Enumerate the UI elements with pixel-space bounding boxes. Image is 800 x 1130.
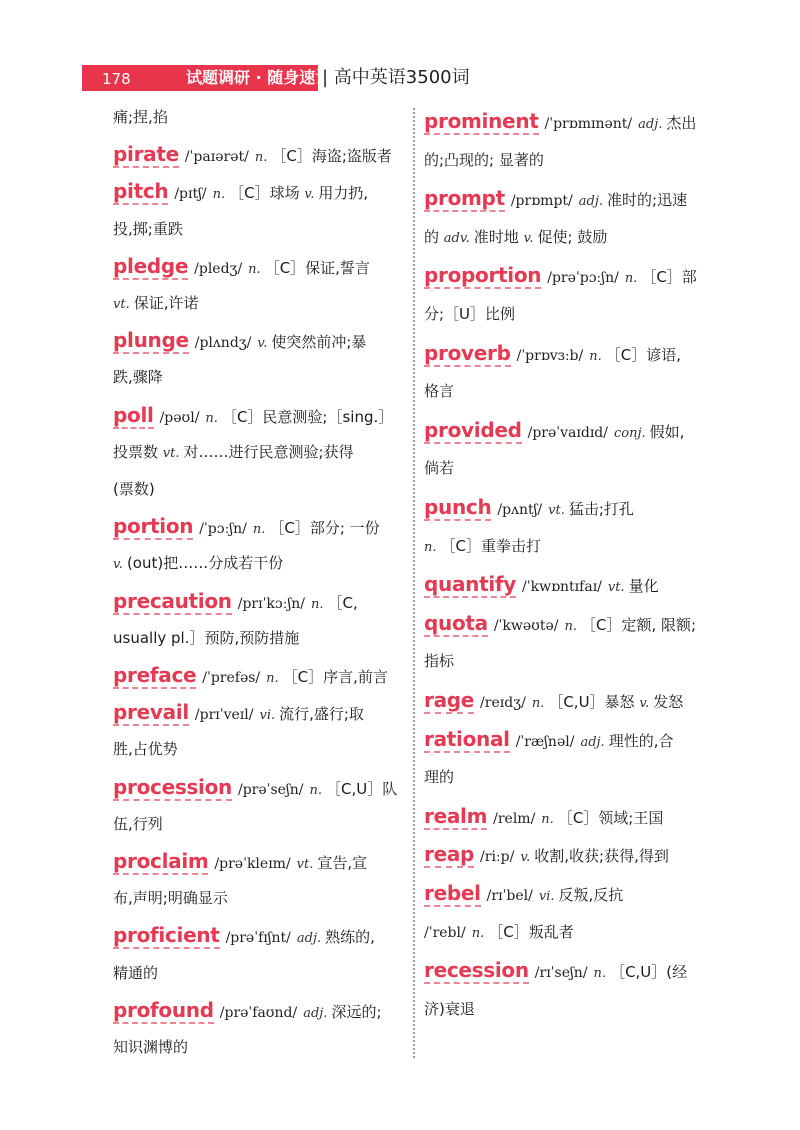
part-of-speech: n. xyxy=(205,410,218,426)
entry-line xyxy=(424,336,681,370)
definition: 指标 xyxy=(424,652,455,671)
entry-line xyxy=(424,181,687,215)
headword: quantify xyxy=(424,572,517,597)
entry-line xyxy=(113,956,158,990)
definition: 使突然前冲;暴 xyxy=(271,333,367,352)
entry-line xyxy=(424,837,669,871)
definition: ［C］部分; 一份 xyxy=(269,519,380,538)
part-of-speech: adj. xyxy=(580,734,605,750)
entry-line xyxy=(424,490,634,524)
part-of-speech: n. xyxy=(531,696,545,711)
headword: rebel xyxy=(424,881,481,905)
definition: 伍,行列 xyxy=(113,814,163,833)
part-of-speech: n. xyxy=(624,271,638,287)
entry-line xyxy=(113,1030,188,1064)
entry-line xyxy=(113,621,299,655)
entry-line xyxy=(424,606,696,640)
part-of-speech: vi. xyxy=(538,889,555,904)
definition: 流行,盛行;取 xyxy=(279,705,364,724)
entry-line xyxy=(113,584,358,618)
definition: usually pl.］预防,预防措施 xyxy=(113,628,300,647)
part-of-speech: n. xyxy=(541,811,554,827)
part-of-speech: v. xyxy=(257,336,268,352)
part-of-speech: adj. xyxy=(296,931,322,947)
entry-line xyxy=(113,695,364,729)
phonetic: /prɪˈkɔːʃn/ xyxy=(237,595,306,612)
phonetic: /pəʊl/ xyxy=(159,409,200,426)
part-of-speech: v. xyxy=(304,187,315,203)
headword: quota xyxy=(424,610,488,635)
entry-line xyxy=(113,435,354,469)
definition: ［C］球场 xyxy=(229,184,305,203)
phonetic: /pɪtʃ/ xyxy=(174,186,207,203)
headword: reap xyxy=(424,842,475,867)
entry-line xyxy=(113,770,397,804)
entry-line xyxy=(113,546,283,580)
definition: 杰出 xyxy=(666,114,697,132)
part-of-speech: v. xyxy=(639,696,650,711)
phonetic: /relm/ xyxy=(493,810,536,827)
definition: 痛;捏,掐 xyxy=(113,108,168,126)
definition: ［C］序言,前言 xyxy=(282,668,388,686)
part-of-speech: vt. xyxy=(113,297,130,312)
definition: ［C,U］暴怒 xyxy=(548,693,640,711)
phonetic: /rɪˈseʃn/ xyxy=(534,965,588,982)
headword: rational xyxy=(424,726,510,751)
definition: ［C］部 xyxy=(641,268,697,287)
definition: 宣告,宣 xyxy=(317,854,368,872)
headword: recession xyxy=(424,958,529,983)
definition: 济)衰退 xyxy=(424,999,475,1018)
definition: (票数) xyxy=(113,480,155,498)
page-header xyxy=(82,63,522,93)
phonetic: /pʌntʃ/ xyxy=(497,502,543,518)
entry-line xyxy=(113,286,198,320)
phonetic: /pledʒ/ xyxy=(194,260,243,277)
phonetic: /prəˈseʃn/ xyxy=(237,781,304,798)
definition: 理的 xyxy=(424,768,455,787)
phonetic: /reɪdʒ/ xyxy=(480,695,526,711)
entry-line xyxy=(113,174,368,208)
definition: 准时地 xyxy=(473,227,524,246)
definition: 深远的; xyxy=(331,1002,382,1021)
definition: 保证,许诺 xyxy=(133,294,199,312)
definition: 的;凸现的; 显著的 xyxy=(424,150,544,169)
part-of-speech: vt. xyxy=(607,580,625,596)
headword: prominent xyxy=(424,109,539,133)
entry-line xyxy=(113,323,366,357)
definition: ［C］海盗;盗版者 xyxy=(271,147,392,166)
definition: ［C, xyxy=(327,593,358,612)
phonetic: /prəˈkleɪm/ xyxy=(214,856,291,872)
definition: 发怒 xyxy=(653,693,684,711)
entry-line xyxy=(113,658,388,692)
phonetic: /ˈprɒmɪnənt/ xyxy=(544,116,633,132)
phonetic: /prəˈpɔːʃn/ xyxy=(547,270,619,287)
entry-line xyxy=(424,104,696,138)
entry-line xyxy=(424,683,683,717)
part-of-speech: n. xyxy=(593,966,607,982)
headword: pirate xyxy=(113,142,179,167)
definition: 跌,骤降 xyxy=(113,368,163,387)
phonetic: /riːp/ xyxy=(480,849,515,866)
headword: realm xyxy=(424,803,488,828)
entry-line xyxy=(113,844,367,878)
headword: profound xyxy=(113,997,214,1022)
headword: poll xyxy=(113,402,154,427)
entry-line xyxy=(424,992,475,1026)
part-of-speech: n. xyxy=(471,925,485,941)
entry-line xyxy=(113,398,393,432)
part-of-speech: n. xyxy=(266,671,279,686)
entry-line xyxy=(113,100,168,134)
headword: proverb xyxy=(424,340,511,365)
part-of-speech: vt. xyxy=(296,857,314,872)
entry-line xyxy=(424,451,454,485)
series-title: 试题调研 · 随身速记 xyxy=(186,68,332,87)
phonetic: /ˈrebl/ xyxy=(424,924,466,941)
part-of-speech: adj. xyxy=(578,194,604,210)
entry-line xyxy=(424,220,607,254)
phonetic: /prəˈfaʊnd/ xyxy=(219,1004,298,1021)
definition: 分;［U］比例 xyxy=(424,305,516,323)
entry-line xyxy=(424,799,663,833)
headword: portion xyxy=(113,514,194,539)
definition: 精通的 xyxy=(113,963,159,982)
part-of-speech: n. xyxy=(254,150,268,166)
definition: (out)把……分成若干份 xyxy=(126,554,284,573)
headword: procession xyxy=(113,774,232,799)
headword: plunge xyxy=(113,328,189,353)
entry-line xyxy=(113,881,228,915)
headword: prompt xyxy=(424,186,505,211)
phonetic: /ˈræʃnəl/ xyxy=(515,733,575,750)
definition: 胜,占优势 xyxy=(113,740,178,759)
definition: 格言 xyxy=(424,382,455,401)
headword: pitch xyxy=(113,179,169,204)
entry-line xyxy=(113,807,163,841)
entry-line xyxy=(113,137,392,171)
phonetic: /ˈkwɒntɪfaɪ/ xyxy=(522,579,602,596)
entry-line xyxy=(424,258,697,292)
entry-line xyxy=(113,212,183,246)
entry-line xyxy=(113,732,178,766)
part-of-speech: n. xyxy=(248,261,261,277)
entry-line xyxy=(113,360,163,394)
headword: preface xyxy=(113,663,197,687)
definition: 知识渊博的 xyxy=(113,1038,189,1056)
entry-line xyxy=(113,472,155,506)
definition: 熟练的, xyxy=(325,928,375,947)
part-of-speech: v. xyxy=(523,230,534,246)
part-of-speech: v. xyxy=(520,850,531,866)
part-of-speech: adj. xyxy=(303,1005,328,1021)
definition: 促使; 鼓励 xyxy=(537,227,608,246)
entry-line xyxy=(113,249,370,283)
part-of-speech: v. xyxy=(113,557,123,573)
phonetic: /ˈpaɪərət/ xyxy=(184,149,249,166)
phonetic: /ˈpɔːʃn/ xyxy=(199,521,247,538)
entry-line xyxy=(424,567,659,601)
part-of-speech: vi. xyxy=(259,708,276,724)
entry-line xyxy=(424,374,454,408)
part-of-speech: n. xyxy=(309,782,323,798)
entry-line xyxy=(113,918,375,952)
entry-line xyxy=(424,413,684,447)
part-of-speech: n. xyxy=(589,348,602,364)
definition: 的 xyxy=(424,227,444,246)
entry-line xyxy=(424,143,544,177)
part-of-speech: conj. xyxy=(613,425,646,441)
definition: ［C,U］队 xyxy=(326,779,398,798)
headword: proportion xyxy=(424,263,542,288)
part-of-speech: n. xyxy=(252,522,266,538)
definition: ［C］保证,誓言 xyxy=(264,258,370,277)
definition: 布,声明;明确显示 xyxy=(113,889,228,908)
definition: ［C］重拳击打 xyxy=(440,536,541,555)
phonetic: /prəˈvaɪdɪd/ xyxy=(527,424,608,441)
definition: ［C］领域;王国 xyxy=(557,808,664,827)
headword: precaution xyxy=(113,588,232,613)
part-of-speech: n. xyxy=(212,187,226,203)
part-of-speech: n. xyxy=(311,596,324,612)
definition: ［C］民意测验;［sing.］ xyxy=(221,407,394,426)
definition: 准时的;迅速 xyxy=(607,191,688,210)
phonetic: /prəˈfɪʃnt/ xyxy=(225,930,291,947)
book-title: | 高中英语3500词 xyxy=(322,67,470,88)
headword: rage xyxy=(424,688,475,712)
part-of-speech: adv. xyxy=(443,230,470,246)
entry-line xyxy=(113,993,382,1027)
definition: 量化 xyxy=(628,577,659,596)
definition: 倘若 xyxy=(424,459,455,478)
headword: proclaim xyxy=(113,849,209,873)
phonetic: /prɪˈveɪl/ xyxy=(194,707,254,724)
definition: 理性的,合 xyxy=(608,731,674,750)
part-of-speech: vt. xyxy=(162,445,180,461)
phonetic: /ˈprefəs/ xyxy=(202,670,261,686)
phonetic: /rɪˈbel/ xyxy=(486,888,533,904)
entry-line xyxy=(424,876,623,910)
definition: 投票数 xyxy=(113,442,163,461)
page-number: 178 xyxy=(102,70,131,88)
definition: 猛击;打孔 xyxy=(568,500,634,518)
part-of-speech: adj. xyxy=(638,117,663,132)
part-of-speech: n. xyxy=(564,618,578,634)
definition: 假如, xyxy=(649,422,685,441)
part-of-speech: vt. xyxy=(548,503,565,518)
headword: pledge xyxy=(113,253,189,278)
phonetic: /prɒmpt/ xyxy=(510,193,573,210)
definition: ［C］定额, 限额; xyxy=(581,615,697,634)
entry-line xyxy=(424,644,454,678)
phonetic: /ˈkwəʊtə/ xyxy=(493,617,559,634)
headword: prevail xyxy=(113,700,189,725)
entry-line xyxy=(424,297,515,331)
headword: punch xyxy=(424,495,492,519)
headword: provided xyxy=(424,417,522,442)
definition: 对……进行民意测验;获得 xyxy=(183,442,354,461)
entry-line xyxy=(424,722,673,756)
phonetic: /plʌndʒ/ xyxy=(194,335,252,352)
entry-line xyxy=(424,953,687,987)
entry-line xyxy=(424,529,541,563)
definition: 投,掷;重跌 xyxy=(113,219,183,238)
definition: 用力扔, xyxy=(318,184,369,203)
entry-line xyxy=(113,509,380,543)
definition: ［C］谚语, xyxy=(605,345,681,364)
definition: ［C,U］(经 xyxy=(610,963,688,982)
headword: proficient xyxy=(113,923,220,948)
part-of-speech: n. xyxy=(424,539,437,555)
entry-line xyxy=(424,915,574,949)
phonetic: /ˈprɒvɜːb/ xyxy=(516,347,584,364)
definition: ［C］叛乱者 xyxy=(488,922,574,941)
definition: 收割,收获;获得,得到 xyxy=(534,847,669,866)
definition: 反叛,反抗 xyxy=(558,886,624,904)
column-divider xyxy=(413,108,415,1058)
entry-line xyxy=(424,760,454,794)
